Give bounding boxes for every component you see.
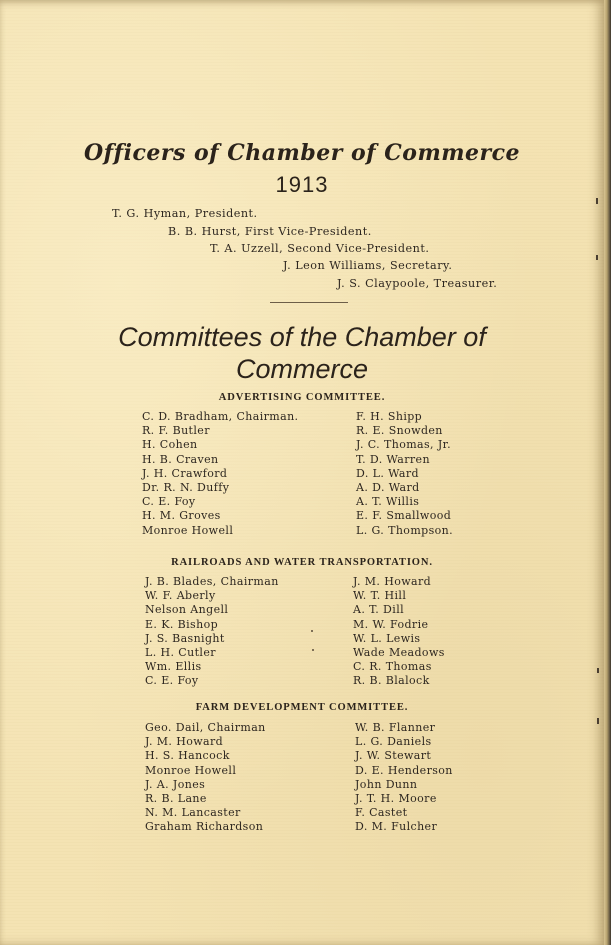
officer-first-vice-president: B. B. Hurst, First Vice-President. xyxy=(168,225,372,238)
member-name: H. Cohen xyxy=(142,438,198,452)
officer-president: T. G. Hyman, President. xyxy=(112,207,258,220)
member-name: W. T. Hill xyxy=(353,589,407,603)
member-name: N. M. Lancaster xyxy=(145,806,241,820)
member-name: R. B. Blalock xyxy=(353,674,430,688)
railroads-committee-right-column xyxy=(353,575,445,689)
officer-secretary: J. Leon Williams, Secretary. xyxy=(283,259,453,272)
member-name: C. E. Foy xyxy=(145,674,199,688)
member-name: J. M. Howard xyxy=(145,735,224,749)
member-name: J. S. Basnight xyxy=(145,631,225,645)
member-name: L. G. Thompson. xyxy=(356,523,454,537)
committees-title-line2: Commerce xyxy=(235,354,369,384)
member-name: J. M. Howard xyxy=(353,575,432,588)
page-edge-shadow xyxy=(604,0,611,945)
member-name: Nelson Angell xyxy=(145,603,229,617)
member-name: H. B. Craven xyxy=(142,452,219,466)
member-name: A. T. Willis xyxy=(356,495,420,509)
member-name: J. A. Jones xyxy=(145,777,206,791)
member-name: D. M. Fulcher xyxy=(355,820,438,834)
member-name: H. S. Hancock xyxy=(145,749,230,763)
farm-development-committee-right-column xyxy=(355,721,453,835)
paper-speck xyxy=(312,649,314,651)
member-name: C. D. Bradham, Chairman. xyxy=(142,410,299,423)
member-name: T. D. Warren xyxy=(356,452,430,466)
committees-title-line1: Committees of the Chamber of xyxy=(118,322,486,352)
member-name: John Dunn xyxy=(355,777,418,791)
member-name: W. F. Aberly xyxy=(145,589,216,603)
member-name: D. E. Henderson xyxy=(355,763,453,777)
member-name: A. T. Dill xyxy=(353,603,405,617)
member-name: Graham Richardson xyxy=(145,820,264,834)
paper-mark xyxy=(596,255,598,260)
railroads-committee-left-column xyxy=(145,575,279,689)
member-name: L. G. Daniels xyxy=(355,735,432,749)
member-name: R. E. Snowden xyxy=(356,424,443,438)
member-name: L. H. Cutler xyxy=(145,645,216,659)
member-name: C. E. Foy xyxy=(142,495,196,509)
member-name: E. K. Bishop xyxy=(145,617,219,631)
farm-development-committee-heading: FARM DEVELOPMENT COMMITTEE. xyxy=(195,702,409,713)
member-name: J. B. Blades, Chairman xyxy=(145,575,279,588)
member-name: Geo. Dail, Chairman xyxy=(145,721,266,734)
paper-speck xyxy=(311,630,313,632)
member-name: J. T. H. Moore xyxy=(355,791,437,805)
member-name: H. M. Groves xyxy=(142,509,221,523)
member-name: J. W. Stewart xyxy=(355,749,432,763)
member-name: Wm. Ellis xyxy=(145,660,202,674)
farm-development-committee-left-column xyxy=(145,721,266,835)
member-name: A. D. Ward xyxy=(356,480,420,494)
advertising-committee-left-column xyxy=(142,410,298,538)
member-name: R. F. Butler xyxy=(142,424,210,438)
officer-treasurer: J. S. Claypoole, Treasurer. xyxy=(337,277,498,290)
paper-mark xyxy=(597,718,599,724)
member-name: W. B. Flanner xyxy=(355,721,436,734)
member-name: F. H. Shipp xyxy=(356,410,423,423)
paper-mark xyxy=(596,198,598,204)
member-name: W. L. Lewis xyxy=(353,631,421,645)
member-name: R. B. Lane xyxy=(145,791,207,805)
member-name: Monroe Howell xyxy=(145,763,237,777)
officers-year: 1913 xyxy=(275,172,329,197)
paper-mark xyxy=(597,668,599,673)
member-name: Wade Meadows xyxy=(353,645,445,659)
member-name: E. F. Smallwood xyxy=(356,509,452,523)
member-name: J. H. Crawford xyxy=(142,466,228,480)
member-name: J. C. Thomas, Jr. xyxy=(356,438,451,452)
member-name: C. R. Thomas xyxy=(353,660,432,674)
divider-rule xyxy=(270,302,348,303)
member-name: M. W. Fodrie xyxy=(353,617,429,631)
officers-title: Officers of Chamber of Commerce xyxy=(84,140,520,166)
member-name: D. L. Ward xyxy=(356,466,419,480)
member-name: Monroe Howell xyxy=(142,523,234,537)
railroads-committee-heading: RAILROADS AND WATER TRANSPORTATION. xyxy=(171,557,433,568)
advertising-committee-right-column xyxy=(356,410,453,538)
member-name: F. Castet xyxy=(355,806,408,820)
member-name: Dr. R. N. Duffy xyxy=(142,480,230,494)
officer-second-vice-president: T. A. Uzzell, Second Vice-President. xyxy=(210,242,430,255)
advertising-committee-heading: ADVERTISING COMMITTEE. xyxy=(218,392,386,403)
